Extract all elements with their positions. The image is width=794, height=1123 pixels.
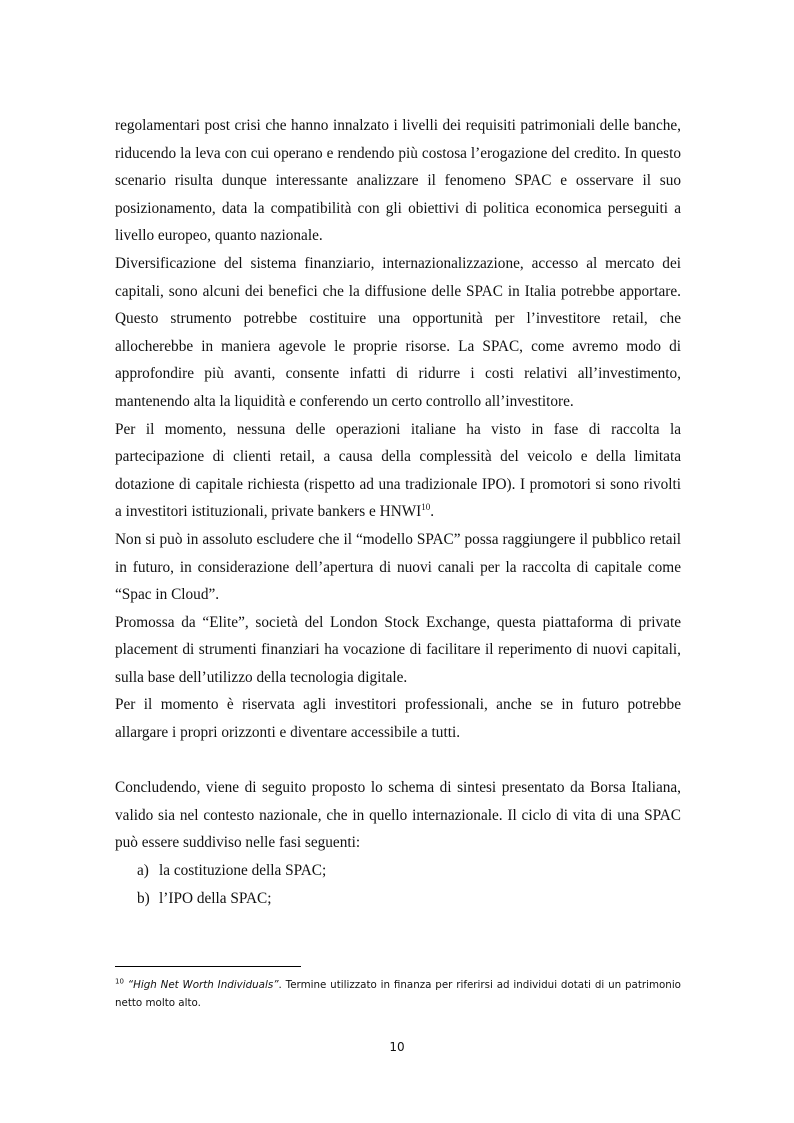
list-marker: a) — [137, 862, 149, 880]
paragraph-6: Per il momento è riservata agli investitori professionali, anche se in futuro potrebbe allargare i propri orizzonti e diventare accessibile a tutti. — [115, 696, 681, 742]
footnote-separator — [115, 966, 301, 967]
paragraph-7: Concludendo, viene di seguito proposto lo schema di sintesi presentato da Borsa Italiana, valido sia nel contesto nazionale, che in quello internazionale. Il ciclo di vita di una SPAC può essere suddiviso nelle fasi seguenti: — [115, 779, 681, 852]
page-number: 10 — [389, 1040, 405, 1054]
footnote-number: 10 — [115, 977, 124, 986]
list-marker: b) — [137, 889, 150, 907]
paragraph-3-end: . — [430, 503, 435, 521]
page-body — [115, 112, 681, 912]
paragraph-1: regolamentari post crisi che hanno innalzato i livelli dei requisiti patrimoniali delle banche, riducendo la leva con cui operano e rendendo più costosa l’erogazione del credito. In questo scenario risulta dunque interessante analizzare il fenomeno SPAC e osservare il suo posizionamento, data la compatibilità con gli obiettivi di politica economica perseguiti a livello europeo, quanto nazionale. — [115, 117, 681, 245]
paragraph-3-text: Per il momento, nessuna delle operazioni italiane ha visto in fase di raccolta la partecipazione di clienti retail, a causa della complessità del veicolo e della limitata dotazione di capitale richiesta (rispetto ad una tradizionale IPO). I promotori si sono rivolti a investitori istituzionali, private bankers e HNWI — [115, 420, 681, 521]
footnote-term: “High Net Worth Individuals” — [127, 979, 279, 991]
paragraph-2: Diversificazione del sistema finanziario, internazionalizzazione, accesso al mercato dei capitali, sono alcuni dei benefici che la diffusione delle SPAC in Italia potrebbe apportare. Questo strumento potrebbe costituire una opportunità per l’investitore retail, che allocherebbe in maniera agevole le proprie risorse. La SPAC, come avremo modo di approfondire più avanti, consente infatti di ridurre i costi relativi all’investimento, mantenendo alta la liquidità e conferendo un certo controllo all’investitore. — [115, 254, 681, 410]
list-item-text: l’IPO della SPAC; — [159, 889, 272, 907]
list-item-text: la costituzione della SPAC; — [159, 862, 327, 880]
list-item — [137, 885, 681, 913]
paragraph-5: Promossa da “Elite”, società del London Stock Exchange, questa piattaforma di private placement di strumenti finanziari ha vocazione di facilitare il reperimento di nuovi capitali, sulla base dell’utilizzo della tecnologia digitale. — [115, 613, 681, 686]
phase-list — [115, 857, 681, 912]
footnote-ref-10[interactable]: 10 — [421, 502, 431, 513]
footnote-10 — [115, 976, 681, 1012]
paragraph-4: Non si può in assoluto escludere che il “modello SPAC” possa raggiungere il pubblico retail in futuro, in considerazione dell’apertura di nuovi canali per la raccolta di capitale come “Spac in Cloud”. — [115, 530, 681, 604]
footnote-text: . Termine utilizzato in finanza per riferirsi ad individui dotati di un patrimonio netto molto alto. — [115, 979, 681, 1009]
paragraph-gap — [115, 747, 681, 775]
list-item — [137, 857, 681, 885]
paragraph-3 — [115, 416, 681, 526]
